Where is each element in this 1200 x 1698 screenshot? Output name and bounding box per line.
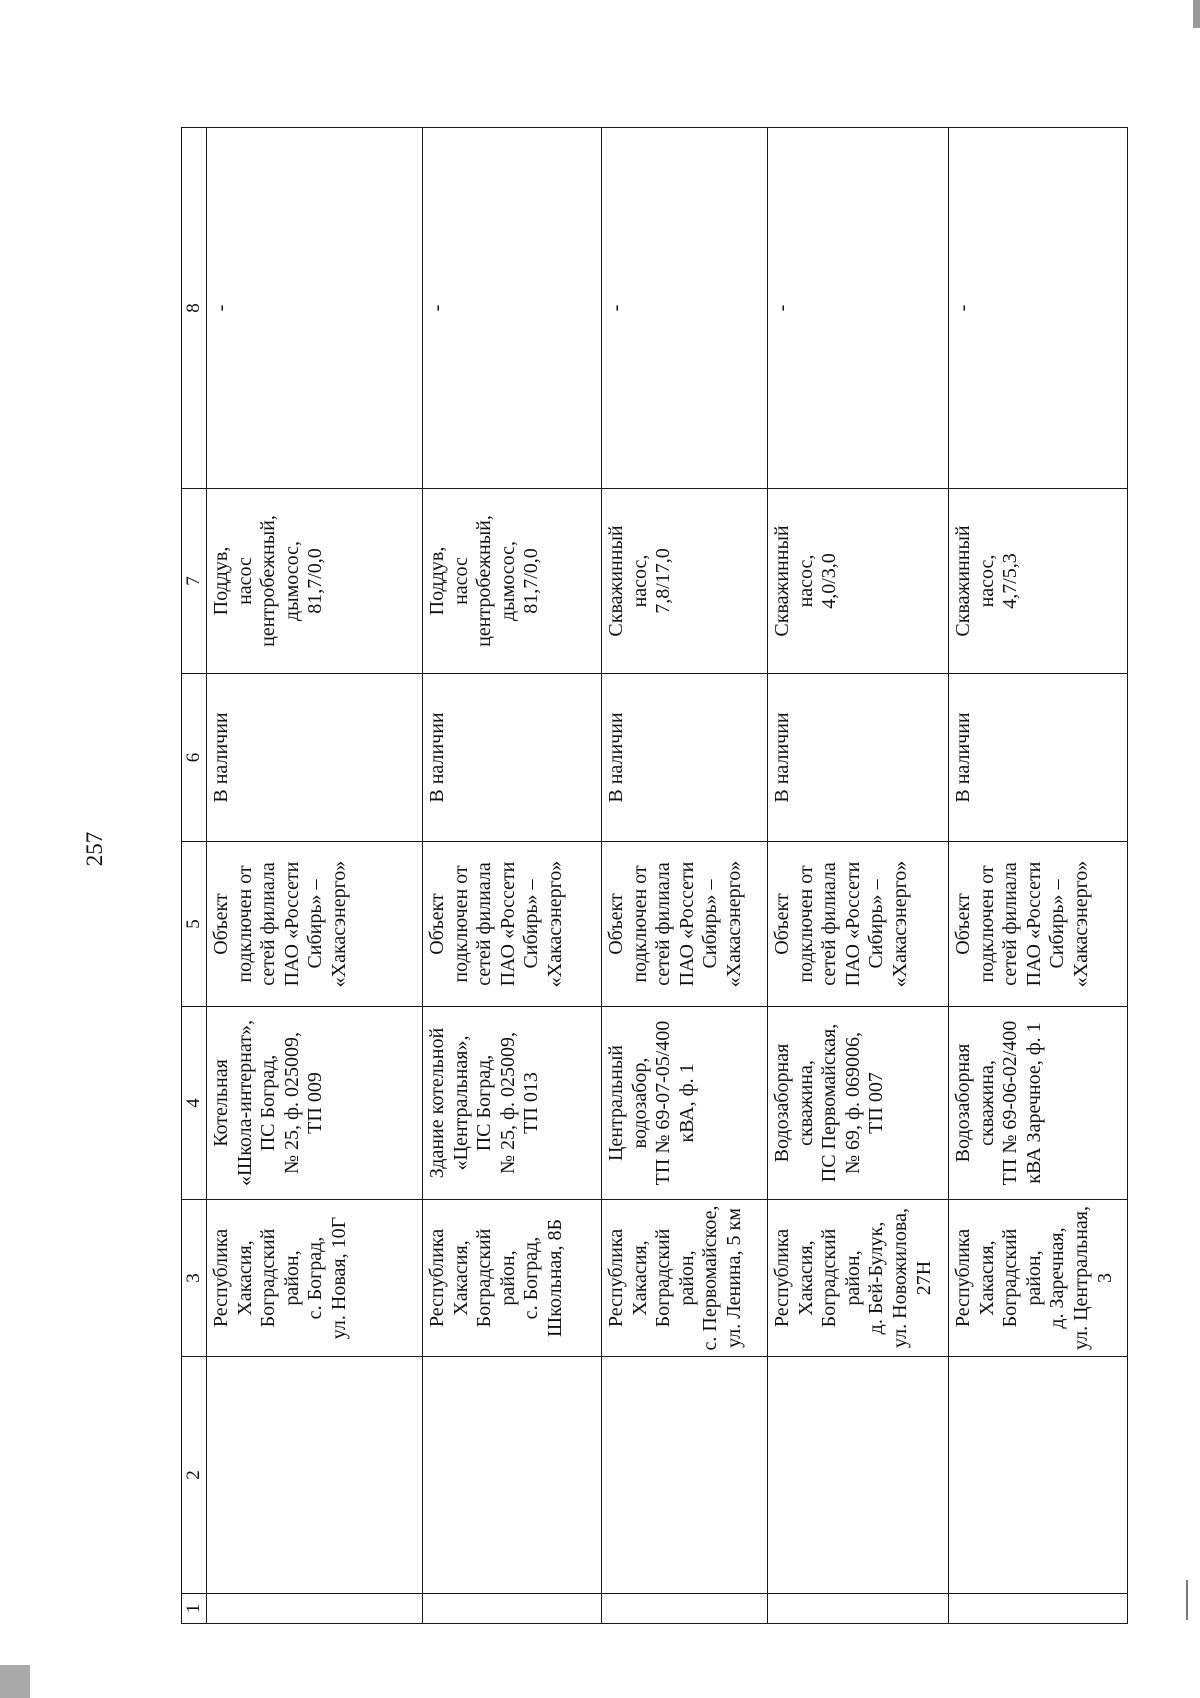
cell-text: - (605, 304, 627, 312)
table-cell (768, 842, 949, 1007)
cell-text: Скважинный насос, 4,7/5,3 (952, 525, 1022, 637)
cell-text: - (952, 304, 974, 312)
column-number: 8 (182, 128, 207, 489)
table-cell (768, 674, 949, 842)
table-cell (768, 1007, 949, 1200)
table-cell (602, 842, 768, 1007)
cell-text: - (426, 304, 448, 312)
table-cell (423, 1200, 602, 1357)
column-number: 1 (182, 1594, 207, 1624)
column-number: 7 (182, 489, 207, 674)
cell-text: - (210, 304, 232, 312)
table-cell (949, 128, 1128, 489)
table-cell (768, 1200, 949, 1357)
cell-text: Республика Хакасия, Боградский район, с. Первомайское, ул. Ленина, 5 км (605, 1205, 745, 1351)
cell-text: В наличии (771, 712, 793, 803)
cell-text: - (771, 304, 793, 312)
table-cell (207, 489, 423, 674)
cell-text: Скважинный насос, 7,8/17,0 (605, 525, 675, 637)
table-row (602, 128, 768, 1624)
column-number: 4 (182, 1007, 207, 1200)
cell-text: Здание котельной «Центральная», ПС Боград, № 25, ф. 025009, ТП 013 (426, 1027, 543, 1179)
table-cell (423, 674, 602, 842)
table-cell (768, 489, 949, 674)
table-cell (602, 1007, 768, 1200)
cell-text: Скважинный насос, 4,0/3,0 (771, 525, 841, 637)
table-cell (207, 842, 423, 1007)
scan-edge-mark (1186, 1580, 1188, 1620)
cell-text: В наличии (426, 712, 448, 803)
cell-text: Республика Хакасия, Боградский район, д. Бей-Булук, ул. Новожилова, 27Н (771, 1208, 935, 1348)
cell-text: Поддув, насос центробежный, дымосос, 81,7/0,0 (210, 515, 327, 647)
cell-text: Водозаборная скважина, ТП № 69-06-02/400 кВА Заречное, ф. 1 (952, 1020, 1045, 1186)
cell-text: Водозаборная скважина, ПС Первомайская, № 69, ф. 069006, ТП 007 (771, 1023, 888, 1183)
table-cell (207, 674, 423, 842)
cell-text: Поддув, насос центробежный, дымосос, 81,7/0,0 (426, 515, 543, 647)
table-cell (423, 842, 602, 1007)
table-cell (949, 1200, 1128, 1357)
column-number: 2 (182, 1357, 207, 1594)
rotated-table-wrapper (181, 128, 1116, 1624)
cell-text: Объект подключен от сетей филиала ПАО «Россети Сибирь» – «Хакасэнерго» (210, 860, 350, 988)
cell-text: Объект подключен от сетей филиала ПАО «Россети Сибирь» – «Хакасэнерго» (426, 860, 566, 988)
table-cell (423, 1357, 602, 1594)
column-number: 6 (182, 674, 207, 842)
table-cell (602, 1594, 768, 1624)
cell-text: Центральный водозабор, ТП № 69-07-05/400 кВА, ф. 1 (605, 1020, 698, 1186)
table-cell (602, 1357, 768, 1594)
cell-text: В наличии (952, 712, 974, 803)
table-cell (602, 1200, 768, 1357)
table-cell (949, 1594, 1128, 1624)
table-cell (423, 1594, 602, 1624)
table-row (768, 128, 949, 1624)
cell-text: Республика Хакасия, Боградский район, с. Боград, Школьная, 8Б (426, 1219, 566, 1337)
table-cell (207, 1200, 423, 1357)
table-cell (602, 674, 768, 842)
table-cell (768, 1357, 949, 1594)
cell-text: Объект подключен от сетей филиала ПАО «Россети Сибирь» – «Хакасэнерго» (952, 860, 1092, 988)
table-cell (949, 674, 1128, 842)
table-cell (423, 489, 602, 674)
table-cell (949, 842, 1128, 1007)
table-row (207, 128, 423, 1624)
column-number: 3 (182, 1200, 207, 1357)
cell-text: Объект подключен от сетей филиала ПАО «Россети Сибирь» – «Хакасэнерго» (605, 860, 745, 988)
table-cell (768, 1594, 949, 1624)
page-number: 257 (82, 831, 107, 867)
table-cell (207, 1007, 423, 1200)
cell-text: В наличии (210, 712, 232, 803)
cell-text: Объект подключен от сетей филиала ПАО «Россети Сибирь» – «Хакасэнерго» (771, 860, 911, 988)
table-row (949, 128, 1128, 1624)
table-cell (423, 1007, 602, 1200)
table-cell (949, 1007, 1128, 1200)
cell-text: Республика Хакасия, Боградский район, с. Боград, ул. Новая, 10Г (210, 1216, 350, 1340)
table-cell (207, 128, 423, 489)
table-cell (207, 1594, 423, 1624)
cell-text: В наличии (605, 712, 627, 803)
table-cell (602, 489, 768, 674)
scan-edge-mark (1193, 0, 1200, 28)
cell-text: Котельная «Школа-интернат», ПС Боград, № 25, ф. 025009, ТП 009 (210, 1020, 327, 1186)
column-number-row (182, 128, 207, 1624)
table-cell (949, 489, 1128, 674)
table-cell (207, 1357, 423, 1594)
scan-edge-mark (0, 1665, 30, 1698)
column-number: 5 (182, 842, 207, 1007)
table-row (423, 128, 602, 1624)
table-cell (768, 128, 949, 489)
table-cell (602, 128, 768, 489)
table-cell (423, 128, 602, 489)
equipment-table (181, 127, 1128, 1624)
table-cell (949, 1357, 1128, 1594)
cell-text: Республика Хакасия, Боградский район, д. Заречная, ул. Центральная, 3 (952, 1205, 1116, 1351)
